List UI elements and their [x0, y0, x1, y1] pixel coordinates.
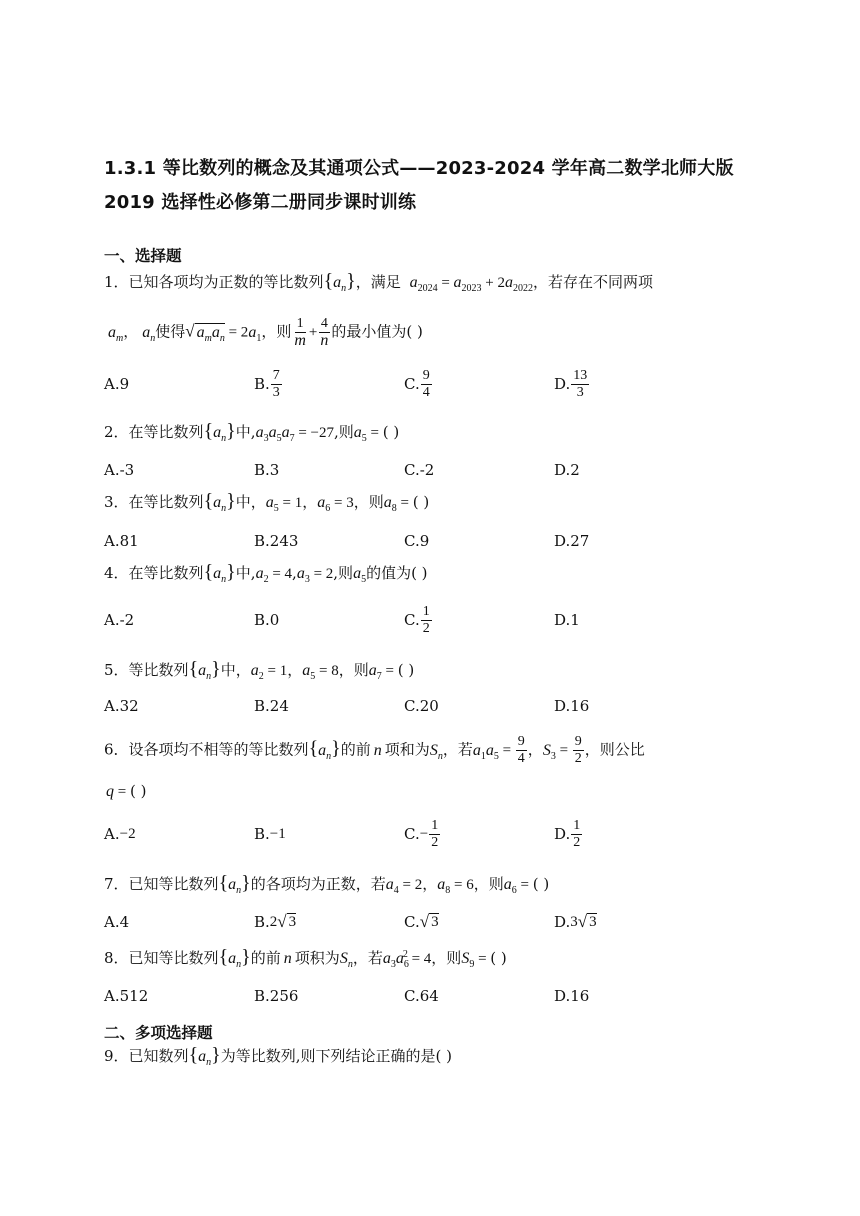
option-d[interactable]: D.27	[554, 532, 590, 550]
question-8: 8．已知等比数列$\{a_n\}$的前 n 项积为$S_n$，若$a_3a_6^2 = 4$，则$S_9$ = ( )	[104, 946, 507, 971]
option-c[interactable]: C. − $\frac{1}{2}$	[404, 817, 439, 850]
question-2-options	[104, 450, 754, 490]
option-d[interactable]: D.16	[554, 697, 590, 715]
option-d[interactable]: D.2	[554, 461, 580, 479]
question-1-line-2: $a_m$， $a_n$使得√ $a_ma_n = 2a_1$，则 $\frac{1}{m}$ + $\frac{4}{n}$ 的最小值为( )	[108, 316, 423, 349]
option-b[interactable]: B.3	[254, 461, 280, 479]
section-heading-single-choice: 一、选择题	[104, 247, 182, 265]
title-line-2: 2019 选择性必修第二册同步课时训练	[104, 192, 417, 213]
question-4: 4．在等比数列$\{a_n\}$中$,a_2 = 4,a_3 = 2$,则$a_5$的值为( )	[104, 561, 428, 586]
question-7-options	[104, 902, 754, 942]
option-a[interactable]: A.-2	[104, 611, 135, 629]
question-3-options	[104, 521, 754, 561]
option-b[interactable]: B.0	[254, 611, 280, 629]
option-d[interactable]: D.16	[554, 987, 590, 1005]
question-1-line-1: 1．已知各项均为正数的等比数列$\{a_n\}$，满足 $a_{2024} = a_{2023} + 2a_{2022}$，若存在不同两项	[104, 270, 654, 295]
option-d[interactable]: D. $\frac{13}{3}$	[554, 367, 588, 400]
question-5-options	[104, 686, 754, 726]
option-b[interactable]: B. −1	[254, 825, 286, 843]
section-heading-multi-choice: 二、多项选择题	[104, 1024, 213, 1042]
document-title	[104, 152, 754, 220]
option-c[interactable]: C.64	[404, 987, 439, 1005]
option-a[interactable]: A.81	[104, 532, 139, 550]
option-b[interactable]: B.256	[254, 987, 299, 1005]
option-d[interactable]: D. $\frac{1}{2}$	[554, 817, 581, 850]
question-3: 3．在等比数列$\{a_n\}$中，$a_5 = 1$，$a_6 = 3$，则$a_8$ = ( )	[104, 490, 430, 515]
question-6-line-1: 6．设各项均不相等的等比数列$\{a_n\}$的前 n 项和为$S_n$，若$a_1a_5$ = $\frac{9}{4}$ ，$S_3$ = $\frac{9}{2}$ ，则公比	[104, 734, 645, 766]
question-2: 2．在等比数列$\{a_n\}$中$,a_3a_5a_7 = -27$,则$a_5$ = ( )	[104, 420, 400, 445]
option-c[interactable]: C.20	[404, 697, 439, 715]
question-6-line-2: q = ( )	[106, 782, 147, 800]
title-line-1: 1.3.1 等比数列的概念及其通项公式——2023-2024 学年高二数学北师大版	[104, 158, 734, 179]
question-7: 7．已知等比数列$\{a_n\}$的各项均为正数，若$a_4 = 2$，$a_8 = 6$，则$a_6$ = ( )	[104, 872, 550, 897]
option-a[interactable]: A.9	[104, 375, 130, 393]
question-8-options	[104, 976, 754, 1016]
option-b[interactable]: B.24	[254, 697, 289, 715]
option-a[interactable]: A.32	[104, 697, 139, 715]
question-1-options	[104, 364, 754, 404]
option-b[interactable]: B. $\frac{7}{3}$	[254, 367, 280, 400]
option-c[interactable]: C.9	[404, 532, 430, 550]
question-5: 5．等比数列$\{a_n\}$中，$a_2 = 1$，$a_5 = 8$，则$a_7$ = ( )	[104, 658, 415, 683]
option-d[interactable]: D.1	[554, 611, 580, 629]
question-9: 9．已知数列$\{a_n\}$为等比数列,则下列结论正确的是( )	[104, 1044, 453, 1069]
option-c[interactable]: C. $\frac{9}{4}$	[404, 367, 430, 400]
option-c[interactable]: C.-2	[404, 461, 435, 479]
question-6-options	[104, 814, 754, 854]
option-a[interactable]: A.-3	[104, 461, 135, 479]
option-c[interactable]: C. $\frac{1}{2}$	[404, 603, 430, 636]
option-b[interactable]: B.243	[254, 532, 299, 550]
option-c[interactable]: C. √ 3	[404, 912, 439, 931]
question-4-options	[104, 600, 754, 640]
option-a[interactable]: A.512	[104, 987, 149, 1005]
option-b[interactable]: B. 2 √ 3	[254, 912, 297, 931]
option-a[interactable]: A.4	[104, 913, 130, 931]
option-a[interactable]: A. −2	[104, 825, 136, 843]
option-d[interactable]: D. 3 √ 3	[554, 912, 597, 931]
